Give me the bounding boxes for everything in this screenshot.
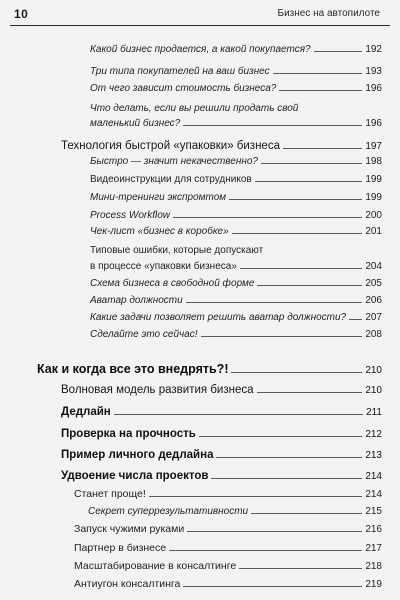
dot-leader [240, 268, 362, 269]
toc-entry-page: 207 [365, 312, 382, 323]
toc-entry-page: 198 [365, 156, 382, 167]
toc-entry-title: Аватар должности [90, 295, 183, 306]
toc-entry-title: Какие задачи позволяет решить аватар должности? [90, 312, 347, 323]
dot-leader [114, 414, 363, 415]
toc-entry-page: 208 [365, 329, 382, 340]
toc-entry-page: 212 [365, 429, 382, 440]
toc-entry-title: Три типа покупателей на ваш бизнес [90, 66, 270, 77]
toc-entry-page: 214 [365, 471, 382, 482]
toc-entry-page: 196 [365, 83, 382, 94]
toc-entry-page: 204 [365, 261, 382, 272]
dot-leader [283, 148, 362, 149]
dot-leader [251, 513, 362, 514]
toc-entry-page: 216 [365, 524, 382, 535]
toc-entry-title: Запуск чужими руками [74, 523, 185, 535]
dot-leader [314, 51, 363, 52]
dot-leader [183, 586, 362, 587]
toc-entry-page: 211 [366, 407, 382, 418]
toc-entry-page: 206 [365, 295, 382, 306]
dot-leader [183, 125, 362, 126]
dot-leader [199, 436, 362, 437]
toc-entry-page: 213 [365, 450, 382, 461]
toc-entry-page: 199 [365, 174, 382, 185]
toc-entry-page: 215 [365, 506, 382, 517]
toc-entry-title: Process Workflow [90, 210, 171, 221]
toc-entry-page: 214 [365, 489, 382, 500]
page-number: 10 [14, 7, 29, 21]
toc-entry-title: Как и когда все это внедрять?! [37, 362, 229, 376]
dot-leader [216, 457, 362, 458]
dot-leader [187, 531, 362, 532]
toc-entry-title: От чего зависит стоимость бизнеса? [90, 83, 277, 94]
running-title: Бизнес на автопилоте [277, 8, 380, 19]
toc-entry-title: Станет проще! [74, 488, 146, 500]
toc-entry-page: 193 [365, 66, 382, 77]
toc-entry-page: 217 [365, 543, 382, 554]
dot-leader [186, 302, 363, 303]
dot-leader [173, 217, 362, 218]
dot-leader [349, 319, 362, 320]
toc-entry-page: 205 [365, 278, 382, 289]
toc-entry-title: Проверка на прочность [61, 428, 196, 440]
toc-entry-title: Антиугон консалтинга [74, 578, 181, 590]
dot-leader [169, 550, 362, 551]
toc-entry-title: Пример личного дедлайна [61, 449, 214, 461]
toc-entry-title: Удвоение числа проектов [61, 470, 209, 482]
toc-entry-page: 196 [365, 118, 382, 129]
toc-entry-page: 197 [365, 141, 382, 152]
dot-leader [257, 285, 362, 286]
dot-leader [229, 199, 362, 200]
toc-entry-title: Секрет суперрезультативности [88, 506, 249, 517]
toc-entry-title: Чек-лист «бизнес в коробке» [90, 226, 229, 237]
toc-entry-title: Схема бизнеса в свободной форме [90, 278, 255, 289]
toc-entry-title: Видеоинструкции для сотрудников [90, 174, 252, 185]
toc-entry-title: в процессе «упаковки бизнеса» [90, 261, 237, 272]
toc-entry-title-line1: Что делать, если вы решили продать свой [90, 103, 299, 114]
toc-entry-title: Быстро — значит некачественно? [90, 156, 258, 167]
dot-leader [261, 163, 362, 164]
toc-entry-page: 219 [365, 579, 382, 590]
toc-entry-title: маленький бизнес? [90, 118, 181, 129]
toc-entry-title: Дедлайн [61, 406, 111, 418]
toc-entry-page: 199 [365, 192, 382, 203]
toc-entry-page: 210 [365, 365, 382, 376]
dot-leader [255, 181, 363, 182]
dot-leader [279, 90, 362, 91]
dot-leader [232, 233, 363, 234]
dot-leader [201, 336, 363, 337]
toc-entry-title: Мини-тренинги экспромтом [90, 192, 227, 203]
toc-entry-title: Какой бизнес продается, а какой покупается? [90, 44, 311, 55]
toc-entry-title: Технология быстрой «упаковки» бизнеса [61, 140, 280, 152]
toc-entry-title: Масштабирование в консалтинге [74, 560, 237, 572]
dot-leader [231, 372, 362, 373]
toc-entry-page: 210 [365, 385, 382, 396]
toc-entry-title: Партнер в бизнесе [74, 542, 167, 554]
toc-entry-title: Сделайте это сейчас! [90, 329, 198, 340]
dot-leader [273, 73, 363, 74]
toc-entry-page: 201 [365, 226, 382, 237]
dot-leader [239, 568, 362, 569]
toc-entry-page: 200 [365, 210, 382, 221]
dot-leader [257, 392, 363, 393]
toc-entry-title: Волновая модель развития бизнеса [61, 384, 254, 396]
dot-leader [149, 496, 363, 497]
dot-leader [211, 478, 362, 479]
toc-entry-page: 218 [365, 561, 382, 572]
toc-entry-page: 192 [365, 44, 382, 55]
toc-entry-title-line1: Типовые ошибки, которые допускают [90, 245, 264, 256]
